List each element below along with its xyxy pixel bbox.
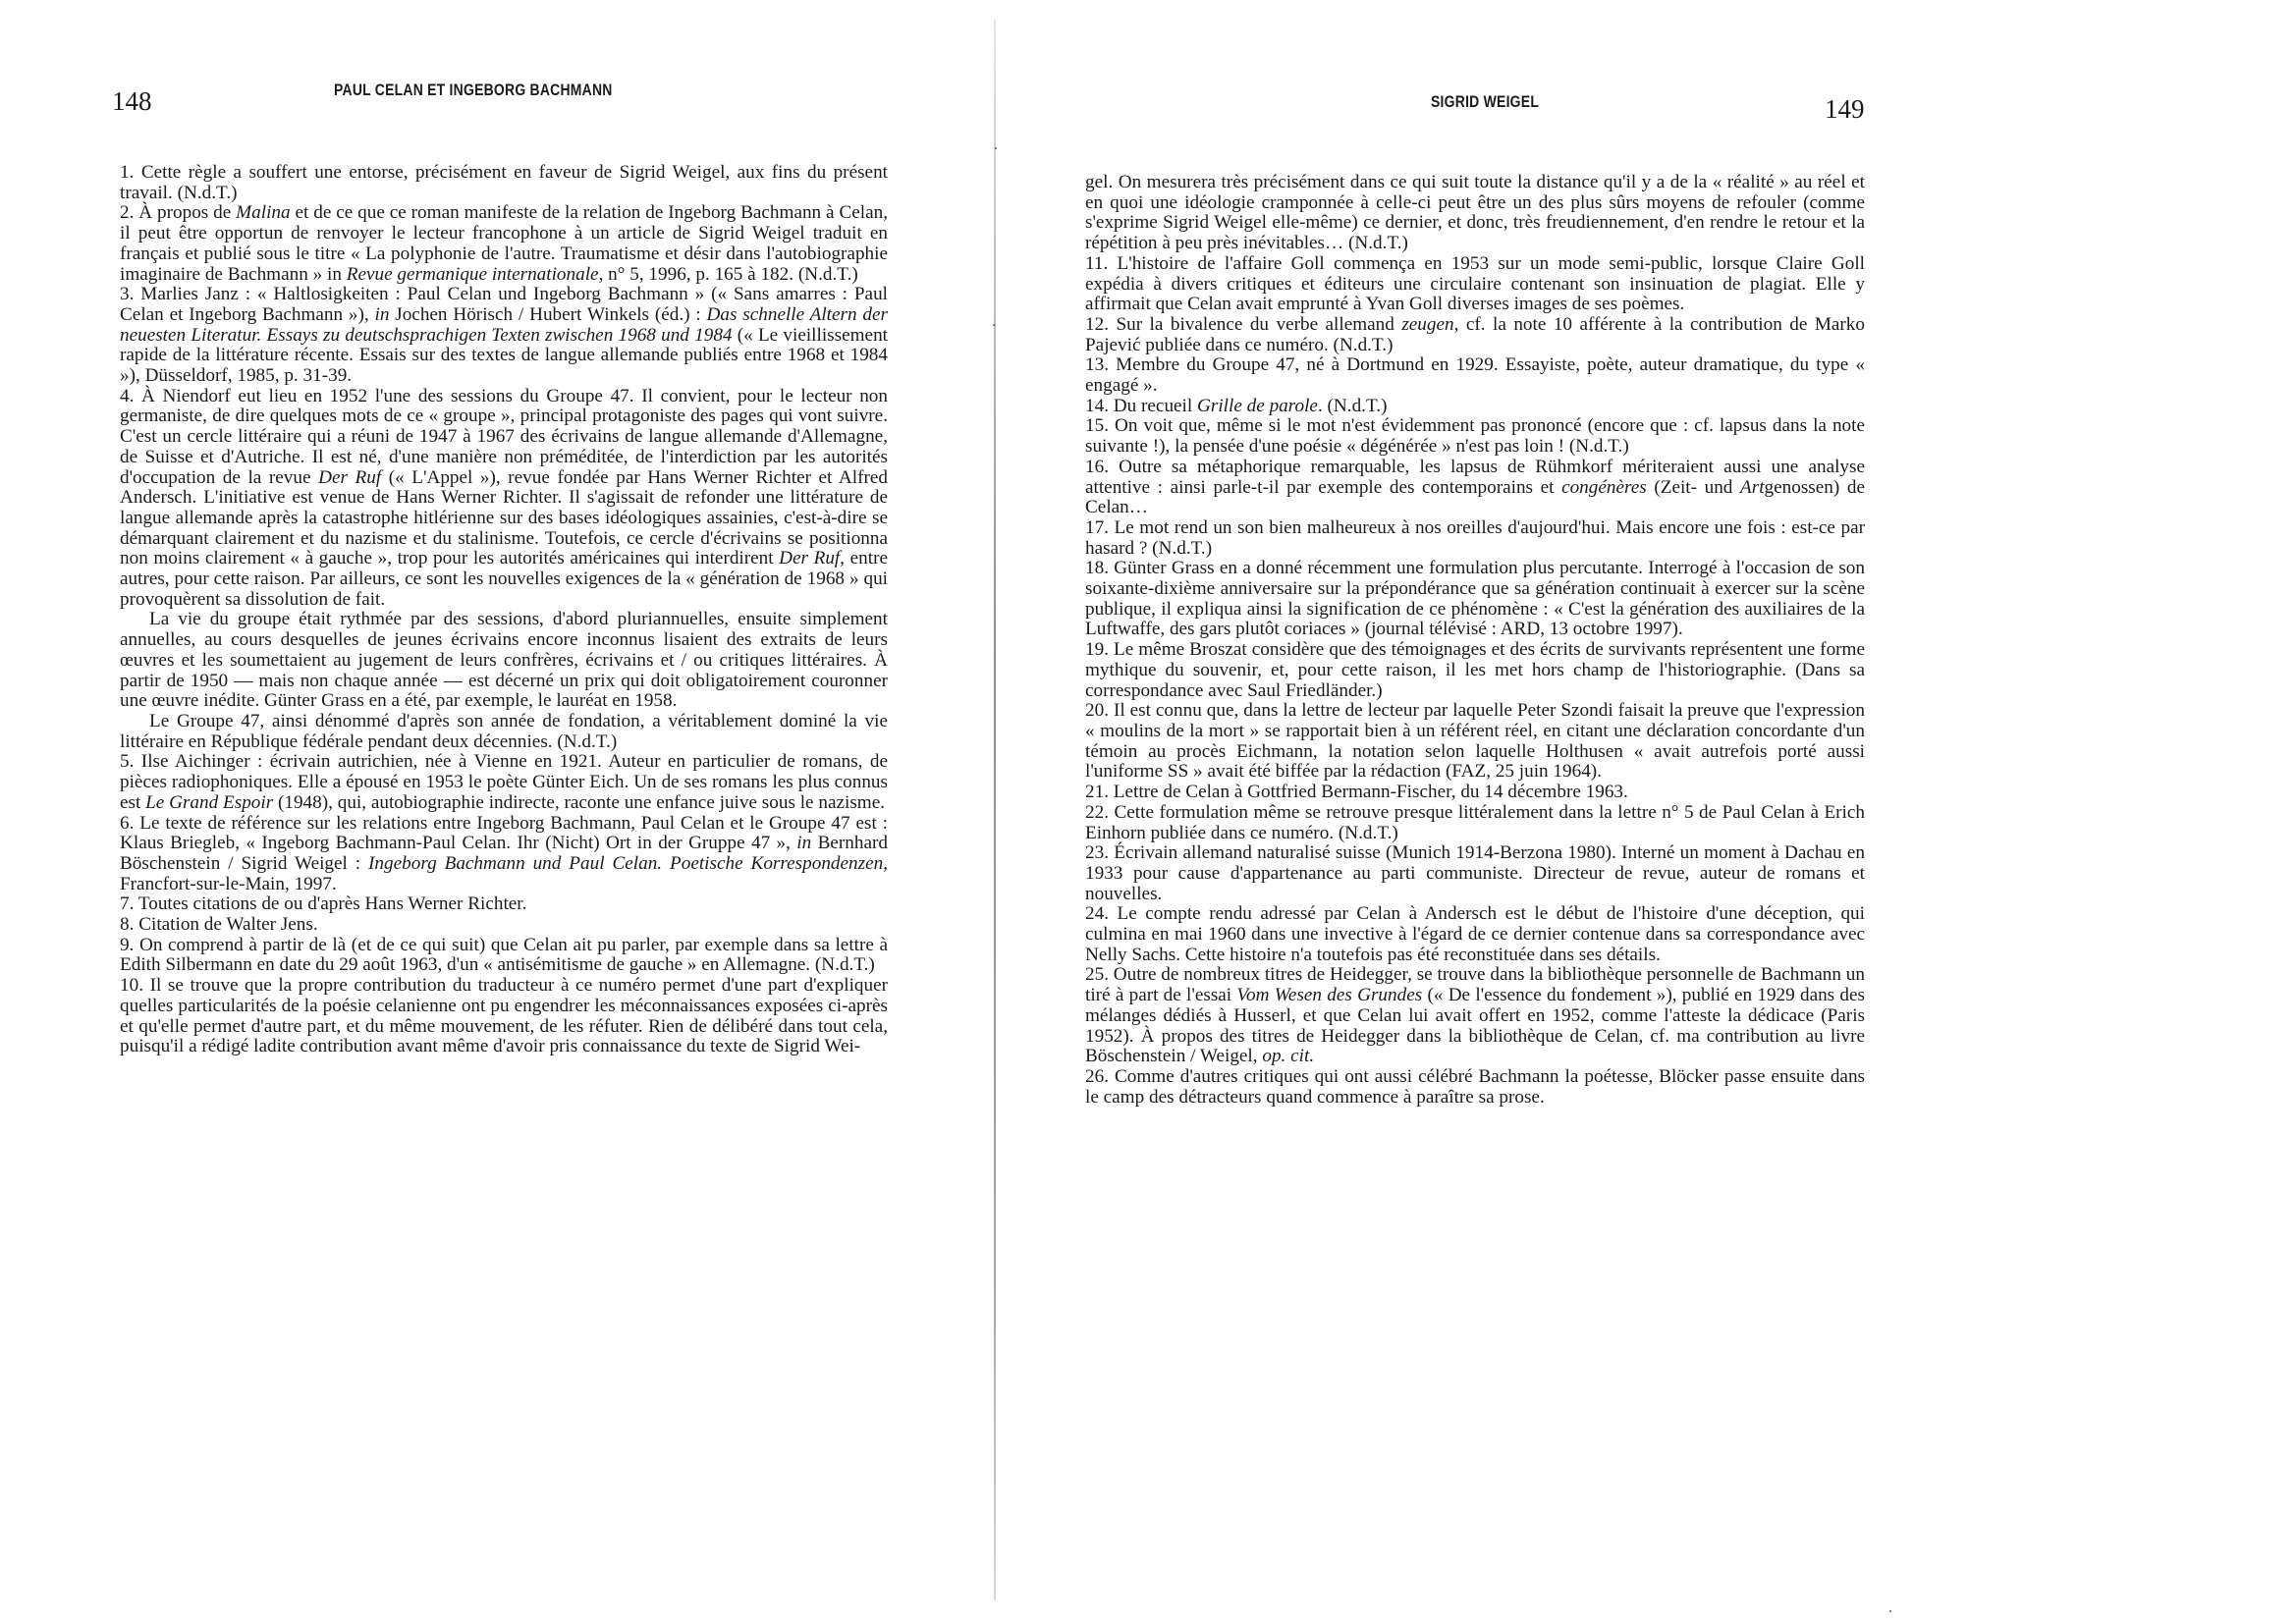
footnote: 10. Il se trouve que la propre contribution du traducteur à ce numéro permet d'une part d'expliquer quelles particularités de la poésie celanienne ont pu engendrer les méconnaissances exposées ci-après et qu'elle permet d'autre part, et du même mouvement, de les réfuter. Rien de délibéré dans tout cela, puisqu'il a rédigé ladite contribution avant même d'avoir pris connaissance du texte de Sigrid Wei- <box>120 975 888 1057</box>
running-head: PAUL CELAN ET INGEBORG BACHMANN <box>334 81 613 99</box>
scan-speck <box>1889 1610 1891 1612</box>
footnote: 21. Lettre de Celan à Gottfried Bermann-Fischer, du 14 décembre 1963. <box>1085 782 1628 803</box>
footnote: 26. Comme d'autres critiques qui ont aussi célébré Bachmann la poétesse, Blöcker passe ensuite dans le camp des détracteurs quand commence à paraître sa prose. <box>1085 1065 1865 1108</box>
footnote-continuation: Le Groupe 47, ainsi dénommé d'après son année de fondation, a véritablement dominé la vie littéraire en République fédérale pendant deux décennies. (N.d.T.) <box>120 710 888 752</box>
footnote: 17. Le mot rend un son bien malheureux à nos oreilles d'aujourd'hui. Mais encore une fois : est-ce par hasard ? (N.d.T.) <box>1085 516 1865 559</box>
footnotes-column <box>120 163 888 1057</box>
footnote: 9. On comprend à partir de là (et de ce qui suit) que Celan ait pu parler, par exemple dans sa lettre à Edith Silbermann en date du 29 août 1963, d'un « antisémitisme de gauche » en Allemagne. (N.d.T.) <box>120 934 888 976</box>
footnote: 5. Ilse Aichinger : écrivain autrichien, née à Vienne en 1921. Auteur en particulier de romans, de pièces radiophoniques. Elle a épousé en 1953 le poète Günter Eich. Un de ses romans les plus connus est Le Grand Espoir (1948), qui, autobiographie indirecte, raconte une enfance juive sous le nazisme. <box>120 751 888 813</box>
scan-speck <box>995 147 997 149</box>
footnote: 18. Günter Grass en a donné récemment une formulation plus percutante. Interrogé à l'occasion de son soixante-dixième anniversaire sur la prépondérance que sa génération continuait à exercer sur la scène publique, il expliqua ainsi la signification de ce phénomène : « C'est la génération des auxiliaires de la Luftwaffe, des gars plutôt coriaces » (journal télévisé : ARD, 13 octobre 1997). <box>1085 558 1865 640</box>
scan-speck <box>993 324 995 326</box>
footnote: 8. Citation de Walter Jens. <box>120 914 318 936</box>
footnote: 20. Il est connu que, dans la lettre de lecteur par laquelle Peter Szondi faisait la preuve que l'expression « moulins de la mort » se rapportait bien à un référent réel, en citant une déclaration concordante d'un témoin au procès Eichmann, la notation selon laquelle Holthusen « avait autrefois porté aussi l'uniforme SS » avait été biffée par la rédaction (FAZ, 25 juin 1964). <box>1085 700 1865 783</box>
footnote: 4. À Niendorf eut lieu en 1952 l'une des sessions du Groupe 47. Il convient, pour le lecteur non germaniste, de dire quelques mots de ce « groupe », principal protagoniste des pages qui vont suivre. C'est un cercle littéraire qui a réuni de 1947 à 1967 des écrivains de langue allemande d'Allemagne, de Suisse et d'Autriche. Il est né, d'une manière non préméditée, de l'interdiction par les autorités d'occupation de la revue Der Ruf (« L'Appel »), revue fondée par Hans Werner Richter et Alfred Andersch. L'initiative est venue de Hans Werner Richter. Il s'agissait de refonder une littérature de langue allemande après la catastrophe hitlérienne sur des bases idéologiques assainies, c'est-à-dire se démarquant clairement et du nazisme et du stalinisme. Toutefois, ce cercle d'écrivains se positionna non moins clairement « à gauche », trop pour les autorités américaines qui interdirent Der Ruf, entre autres, pour cette raison. Par ailleurs, ce sont les nouvelles exigences de la « génération de 1968 » qui provoquèrent sa dissolution de fait. <box>120 385 888 610</box>
footnote-continuation: gel. On mesurera très précisément dans ce qui suit toute la distance qu'il y a de la « réalité » au réel et en quoi une idéologie cramponnée à celle-ci peut être un des plus sûrs moyens de refouler (comme s'exprime Sigrid Weigel elle-même) ce dernier, et donc, très freudiennement, d'en rendre le retour et la répétition à peu près inévitables… (N.d.T.) <box>1085 172 1865 254</box>
footnote: 2. À propos de Malina et de ce que ce roman manifeste de la relation de Ingeborg Bachmann à Celan, il peut être opportun de renvoyer le lecteur francophone à un article de Sigrid Weigel traduit en français et publié sous le titre « La polyphonie de l'autre. Traumatisme et désir dans l'autobiographie imaginaire de Bachmann » in Revue germanique internationale, n° 5, 1996, p. 165 à 182. (N.d.T.) <box>120 202 888 285</box>
footnote: 6. Le texte de référence sur les relations entre Ingeborg Bachmann, Paul Celan et le Groupe 47 est : Klaus Briegleb, « Ingeborg Bachmann-Paul Celan. Ihr (Nicht) Ort in der Gruppe 47 », in Bernhard Böschenstein / Sigrid Weigel : Ingeborg Bachmann und Paul Celan. Poetische Korrespondenzen, Francfort-sur-le-Main, 1997. <box>120 812 888 894</box>
page-gutter <box>994 20 996 1600</box>
footnotes-column <box>1085 173 1865 1108</box>
footnote: 15. On voit que, même si le mot n'est évidemment pas prononcé (encore que : cf. lapsus dans la note suivante !), la pensée d'une poésie « dégénérée » n'est pas loin ! (N.d.T.) <box>1085 415 1865 458</box>
page-number: 149 <box>1825 94 1865 124</box>
footnote: 19. Le même Broszat considère que des témoignages et des écrits de survivants représentent une forme mythique du souvenir, et, pour cette raison, il les met hors champ de l'historiographie. (Dans sa correspondance avec Saul Friedländer.) <box>1085 639 1865 701</box>
page-number: 148 <box>112 86 152 116</box>
footnote: 3. Marlies Janz : « Haltlosigkeiten : Paul Celan und Ingeborg Bachmann » (« Sans amarres : Paul Celan et Ingeborg Bachmann »), in Jochen Hörisch / Hubert Winkels (éd.) : Das schnelle Altern der neuesten Literatur. Essays zu deutschsprachigen Texten zwischen 1968 und 1984 (« Le vieillissement rapide de la littérature récente. Essais sur des textes de langue allemande publiés entre 1968 et 1984 »), Düsseldorf, 1985, p. 31-39. <box>120 284 888 387</box>
footnote: 1. Cette règle a souffert une entorse, précisément en faveur de Sigrid Weigel, aux fins du présent travail. (N.d.T.) <box>120 162 888 203</box>
footnote: 14. Du recueil Grille de parole. (N.d.T.) <box>1085 395 1388 416</box>
footnote: 12. Sur la bivalence du verbe allemand zeugen, cf. la note 10 afférente à la contribution de Marko Pajević publiée dans ce numéro. (N.d.T.) <box>1085 313 1865 355</box>
footnote: 11. L'histoire de l'affaire Goll commença en 1953 sur un mode semi-public, lorsque Claire Goll expédia à divers critiques et éditeurs une circulaire contenant son insinuation de plagiat. Elle y affirmait que Celan avait emprunté à Yvan Goll diverses images de ses poèmes. <box>1085 252 1865 315</box>
running-head: SIGRID WEIGEL <box>1431 92 1540 111</box>
footnote: 13. Membre du Groupe 47, né à Dortmund en 1929. Essayiste, poète, auteur dramatique, du type « engagé ». <box>1085 354 1865 397</box>
footnote: 25. Outre de nombreux titres de Heidegger, se trouve dans la bibliothèque personnelle de Bachmann un tiré à part de l'essai Vom Wesen des Grundes (« De l'essence du fondement »), publié en 1929 dans des mélanges dédiés à Husserl, et que Celan lui avait offert en 1952, comme l'atteste la dédicace (Paris 1952). À propos des titres de Heidegger dans la bibliothèque de Celan, cf. ma contribution au livre Böschenstein / Weigel, op. cit. <box>1085 964 1865 1067</box>
footnote: 7. Toutes citations de ou d'après Hans Werner Richter. <box>120 893 527 915</box>
footnote: 16. Outre sa métaphorique remarquable, les lapsus de Rühmkorf mériteraient aussi une analyse attentive : ainsi parle-t-il par exemple des contemporains et congénères (Zeit- und Artgenossen) de Celan… <box>1085 456 1865 518</box>
footnote: 23. Écrivain allemand naturalisé suisse (Munich 1914-Berzona 1980). Interné un moment à Dachau en 1933 pour cause d'appartenance au parti communiste. Directeur de revue, auteur de romans et nouvelles. <box>1085 842 1865 904</box>
footnote-continuation: La vie du groupe était rythmée par des sessions, d'abord pluriannuelles, ensuite simplement annuelles, au cours desquelles de jeunes écrivains encore inconnus lisaient des extraits de leurs œuvres et les soumettaient au jugement de leurs confrères, écrivains et / ou critiques littéraires. À partir de 1950 — mais non chaque année — est décerné un prix qui doit obligatoirement couronner une œuvre inédite. Günter Grass en a été, par exemple, le lauréat en 1958. <box>120 609 888 712</box>
footnote: 22. Cette formulation même se retrouve presque littéralement dans la lettre n° 5 de Paul Celan à Erich Einhorn publiée dans ce numéro. (N.d.T.) <box>1085 801 1865 843</box>
footnote: 24. Le compte rendu adressé par Celan à Andersch est le début de l'histoire d'une déception, qui culmina en mai 1960 dans une invective à l'égard de ce dernier contenue dans sa correspondance avec Nelly Sachs. Cette histoire n'a toutefois pas été reconstituée dans ses détails. <box>1085 903 1865 965</box>
